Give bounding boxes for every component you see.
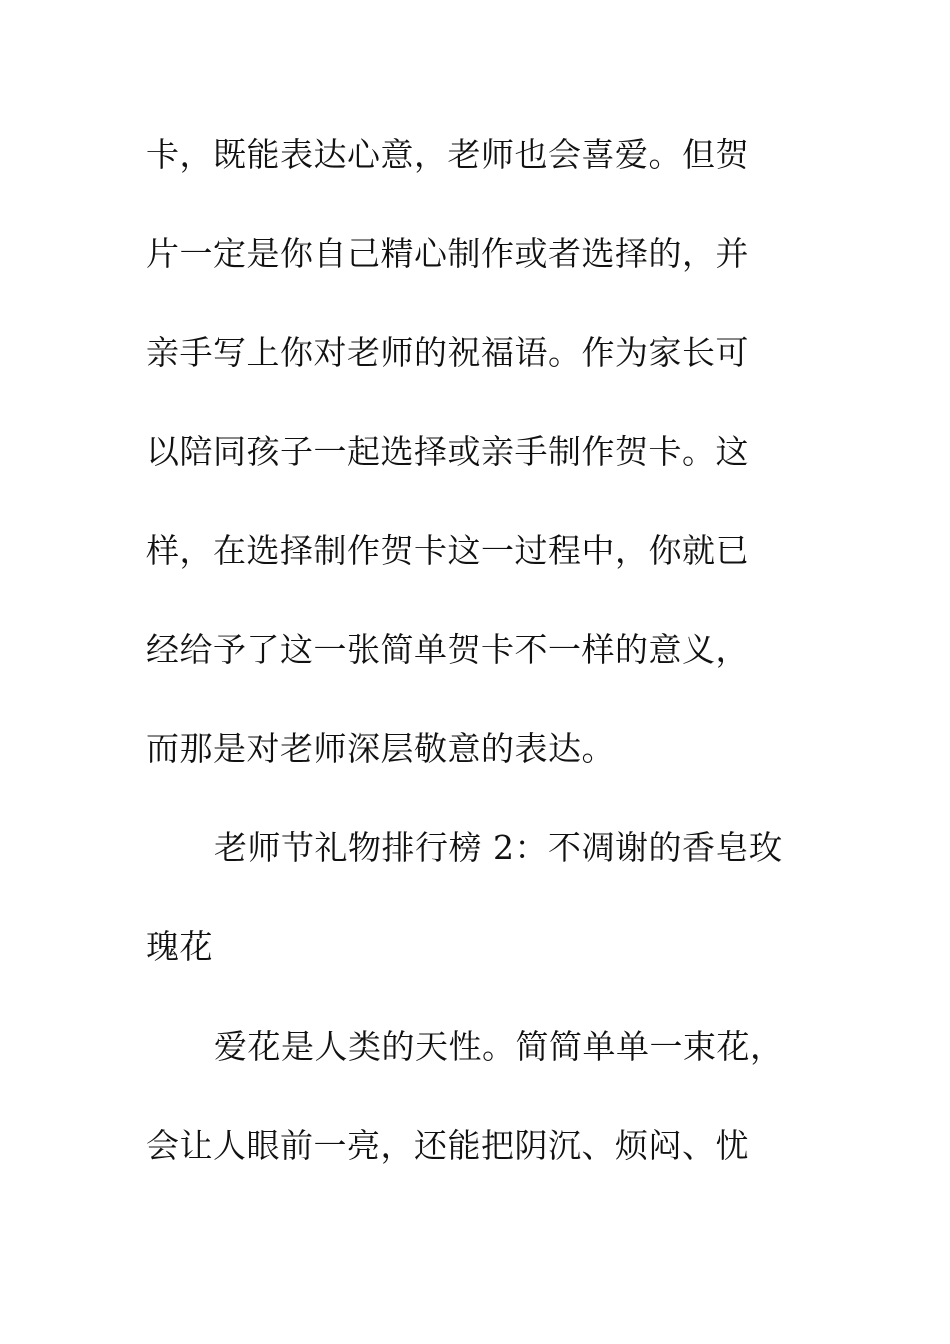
paragraph-line: 会让人眼前一亮，还能把阴沉、烦闷、忧 [146, 1126, 749, 1165]
paragraph-line: 经给予了这一张简单贺卡不一样的意义， [146, 630, 749, 669]
paragraph-line: 片一定是你自己精心制作或者选择的，并 [146, 234, 749, 273]
paragraph-line: 爱花是人类的天性。简简单单一束花， [214, 1027, 784, 1066]
paragraph-line: 而那是对老师深层敬意的表达。 [146, 729, 615, 768]
paragraph-line: 以陪同孩子一起选择或亲手制作贺卡。这 [146, 432, 749, 471]
paragraph-line: 卡，既能表达心意，老师也会喜爱。但贺 [146, 135, 749, 174]
paragraph-line: 亲手写上你对老师的祝福语。作为家长可 [146, 333, 749, 372]
section-heading-line: 老师节礼物排行榜 2：不凋谢的香皂玫 [214, 828, 783, 867]
paragraph-line: 样，在选择制作贺卡这一过程中，你就已 [146, 531, 749, 570]
section-heading-line: 瑰花 [146, 927, 213, 966]
